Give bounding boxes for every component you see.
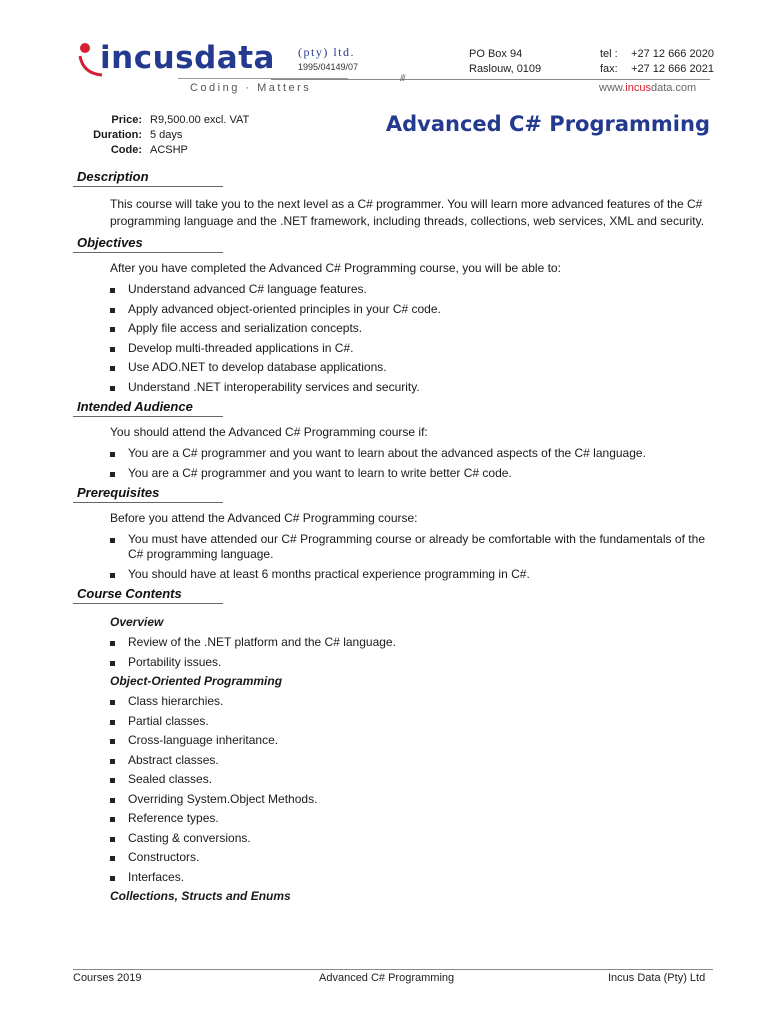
header-slash-mark: /// [400, 73, 405, 83]
audience-list [110, 446, 705, 481]
website-link[interactable]: www.incusdata.com [599, 82, 697, 94]
objectives-list [110, 282, 705, 395]
bullet-square-icon [110, 308, 115, 313]
list-item: You must have attended our C# Programming course or already be comfortable with the fundamentals of the C# programming language. [110, 532, 705, 562]
objectives-intro: After you have completed the Advanced C# Programming course, you will be able to: [110, 261, 561, 275]
audience-intro: You should attend the Advanced C# Programming course if: [110, 425, 428, 439]
bullet-square-icon [110, 876, 115, 881]
description-heading: Description [73, 169, 223, 187]
list-item: You are a C# programmer and you want to learn to write better C# code. [110, 466, 705, 481]
audience-heading: Intended Audience [73, 399, 223, 417]
code-value: ACSHP [150, 144, 188, 156]
list-item: Understand .NET interoperability services and security. [110, 380, 705, 395]
bullet-square-icon [110, 661, 115, 666]
footer-right: Incus Data (Pty) Ltd [608, 972, 706, 984]
postal-address [469, 47, 541, 77]
bullet-square-icon [110, 366, 115, 371]
company-type: (pty) ltd. [298, 45, 355, 59]
bullet-square-icon [110, 347, 115, 352]
logo-wordmark: incusdata [100, 40, 275, 76]
bullet-square-icon [110, 386, 115, 391]
address-line-1: PO Box 94 [469, 48, 523, 60]
list-item: Class hierarchies. [110, 694, 705, 709]
list-item: Casting & conversions. [110, 831, 705, 846]
bullet-square-icon [110, 759, 115, 764]
registration-number: 1995/04149/07 [298, 62, 359, 72]
bullet-square-icon [110, 817, 115, 822]
fax-label: fax: [600, 63, 618, 75]
prerequisites-heading: Prerequisites [73, 485, 223, 503]
contact-block [600, 47, 714, 77]
list-item: Interfaces. [110, 870, 705, 885]
bullet-square-icon [110, 700, 115, 705]
course-title: Advanced C# Programming [385, 112, 710, 136]
list-item: Partial classes. [110, 714, 705, 729]
bullet-square-icon [110, 778, 115, 783]
fax-number: +27 12 666 2021 [631, 63, 714, 75]
prerequisites-list [110, 532, 705, 582]
bullet-square-icon [110, 573, 115, 578]
duration-label: Duration: [93, 129, 142, 141]
bullet-square-icon [110, 837, 115, 842]
course-content [73, 169, 713, 904]
footer-divider [73, 969, 713, 970]
tel-number: +27 12 666 2020 [631, 48, 714, 60]
bullet-square-icon [110, 538, 115, 543]
code-label: Code: [110, 144, 142, 156]
list-item: Sealed classes. [110, 772, 705, 787]
bullet-square-icon [110, 856, 115, 861]
price-label: Price: [111, 114, 142, 126]
list-item: Constructors. [110, 850, 705, 865]
bullet-square-icon [110, 739, 115, 744]
list-item: You are a C# programmer and you want to learn about the advanced aspects of the C# language. [110, 446, 705, 461]
list-item: Cross-language inheritance. [110, 733, 705, 748]
duration-value: 5 days [150, 129, 183, 141]
bullet-square-icon [110, 452, 115, 457]
description-text: This course will take you to the next level as a C# programmer. You will learn more advanced features of the C# programming language and the .NET framework, including threads, collections, web services, XML and security. [110, 197, 705, 228]
list-item: Overriding System.Object Methods. [110, 792, 705, 807]
bullet-square-icon [110, 641, 115, 646]
list-item: Apply file access and serialization concepts. [110, 321, 705, 336]
prerequisites-intro: Before you attend the Advanced C# Programming course: [110, 511, 418, 525]
tel-label: tel : [600, 48, 618, 60]
bullet-square-icon [110, 720, 115, 725]
oop-subheading: Object-Oriented Programming [110, 674, 283, 688]
collections-subheading: Collections, Structs and Enums [110, 889, 291, 903]
list-item: Reference types. [110, 811, 705, 826]
price-value: R9,500.00 excl. VAT [150, 114, 250, 126]
bullet-square-icon [110, 798, 115, 803]
contents-heading: Course Contents [73, 586, 223, 604]
list-item: Understand advanced C# language features. [110, 282, 705, 297]
list-item: Develop multi-threaded applications in C#. [110, 341, 705, 356]
objectives-heading: Objectives [73, 235, 223, 253]
list-item: Abstract classes. [110, 753, 705, 768]
bullet-square-icon [110, 288, 115, 293]
list-item: You should have at least 6 months practical experience programming in C#. [110, 567, 705, 582]
list-item: Use ADO.NET to develop database applications. [110, 360, 705, 375]
overview-list [110, 635, 705, 670]
list-item: Portability issues. [110, 655, 705, 670]
footer-center: Advanced C# Programming [319, 972, 455, 984]
bullet-square-icon [110, 327, 115, 332]
bullet-square-icon [110, 472, 115, 477]
list-item: Apply advanced object-oriented principles in your C# code. [110, 302, 705, 317]
address-line-2: Raslouw, 0109 [469, 63, 542, 75]
header-divider [271, 79, 710, 80]
overview-subheading: Overview [110, 615, 164, 629]
oop-list [110, 694, 705, 885]
course-meta [80, 113, 249, 158]
logo-tagline: Coding · Matters [190, 82, 312, 94]
footer-left: Courses 2019 [73, 972, 142, 984]
list-item: Review of the .NET platform and the C# language. [110, 635, 705, 650]
